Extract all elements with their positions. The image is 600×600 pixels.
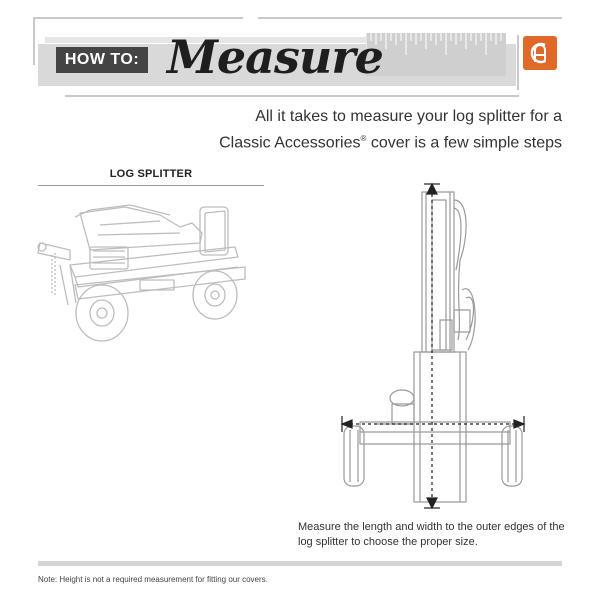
registered-mark: ®	[360, 134, 367, 143]
top-rule-right	[258, 17, 562, 19]
footer-rule	[38, 561, 562, 566]
intro-line-2	[142, 128, 562, 154]
intro-brand: Classic Accessories	[219, 134, 361, 152]
frame-right-vertical	[517, 35, 519, 90]
how-to-badge: HOW TO:	[56, 47, 148, 73]
ruler-graphic	[366, 33, 506, 76]
frame-left-vertical	[33, 17, 35, 65]
classic-accessories-logo-icon	[523, 36, 557, 70]
log-splitter-side-view-icon	[30, 195, 260, 355]
footer-note: Note: Height is not a required measurement for fitting our covers.	[38, 575, 268, 584]
bottom-rule	[65, 95, 519, 97]
log-splitter-label-rule	[38, 185, 264, 186]
log-splitter-label: LOG SPLITTER	[109, 168, 193, 180]
intro-line-2-rest: cover is a few simple steps	[366, 134, 562, 152]
intro-line-1: All it takes to measure your log splitter for a	[255, 108, 562, 125]
page-title: Measure	[167, 30, 383, 84]
log-splitter-front-view-icon	[330, 180, 540, 510]
top-rule-left	[33, 17, 243, 19]
measure-instructions: Measure the length and width to the outer edges of the log splitter to choose the proper size.	[298, 521, 565, 548]
intro-text	[142, 106, 562, 154]
